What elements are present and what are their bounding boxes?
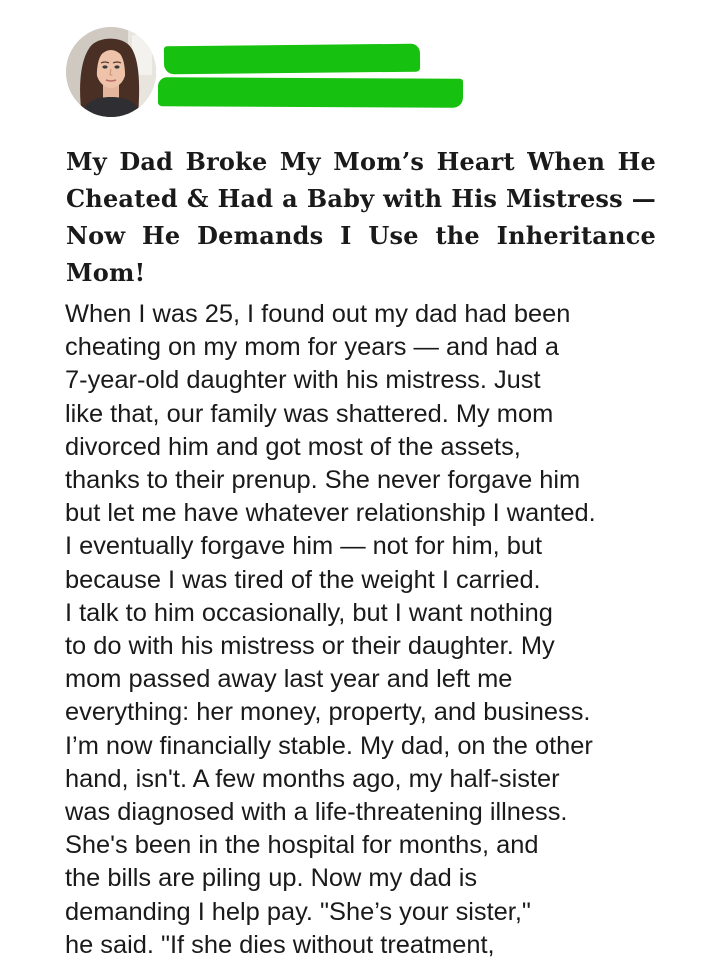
redacted-handle-bar xyxy=(158,77,463,108)
body-line: because I was tired of the weight I carried. xyxy=(65,565,541,594)
body-line: I talk to him occasionally, but I want nothing xyxy=(65,598,553,627)
body-line: was diagnosed with a life-threatening illness. xyxy=(65,798,568,827)
body-line: I eventually forgave him — not for him, but xyxy=(65,532,543,561)
post-header xyxy=(0,0,720,130)
article-body xyxy=(65,298,665,962)
body-line: everything: her money, property, and business. xyxy=(65,698,591,727)
body-line: 7-year-old daughter with his mistress. Just xyxy=(65,366,541,395)
article-title: My Dad Broke My Mom’s Heart When He Cheated & Had a Baby with His Mistress — Now He Demands I Use the Inheritance Mom! xyxy=(66,147,656,287)
avatar[interactable] xyxy=(66,27,156,117)
body-line: he said. "If she dies without treatment, xyxy=(65,930,495,959)
body-line: hand, isn't. A few months ago, my half-sister xyxy=(65,764,560,793)
body-line: to do with his mistress or their daughter. My xyxy=(65,632,555,661)
body-line: but let me have whatever relationship I wanted. xyxy=(65,499,596,528)
body-line: the bills are piling up. Now my dad is xyxy=(65,864,478,893)
body-line: thanks to their prenup. She never forgave him xyxy=(65,466,581,495)
body-line: like that, our family was shattered. My mom xyxy=(65,399,554,428)
body-line: She's been in the hospital for months, and xyxy=(65,831,539,860)
body-line: cheating on my mom for years — and had a xyxy=(65,333,559,362)
body-line: divorced him and got most of the assets, xyxy=(65,432,521,461)
body-line: When I was 25, I found out my dad had been xyxy=(65,300,571,328)
body-line: demanding I help pay. "She’s your sister," xyxy=(65,897,531,926)
body-line: mom passed away last year and left me xyxy=(65,665,513,694)
redacted-name-bar xyxy=(164,44,420,75)
body-line: I’m now financially stable. My dad, on the other xyxy=(65,731,593,760)
avatar-portrait-icon xyxy=(66,27,156,117)
